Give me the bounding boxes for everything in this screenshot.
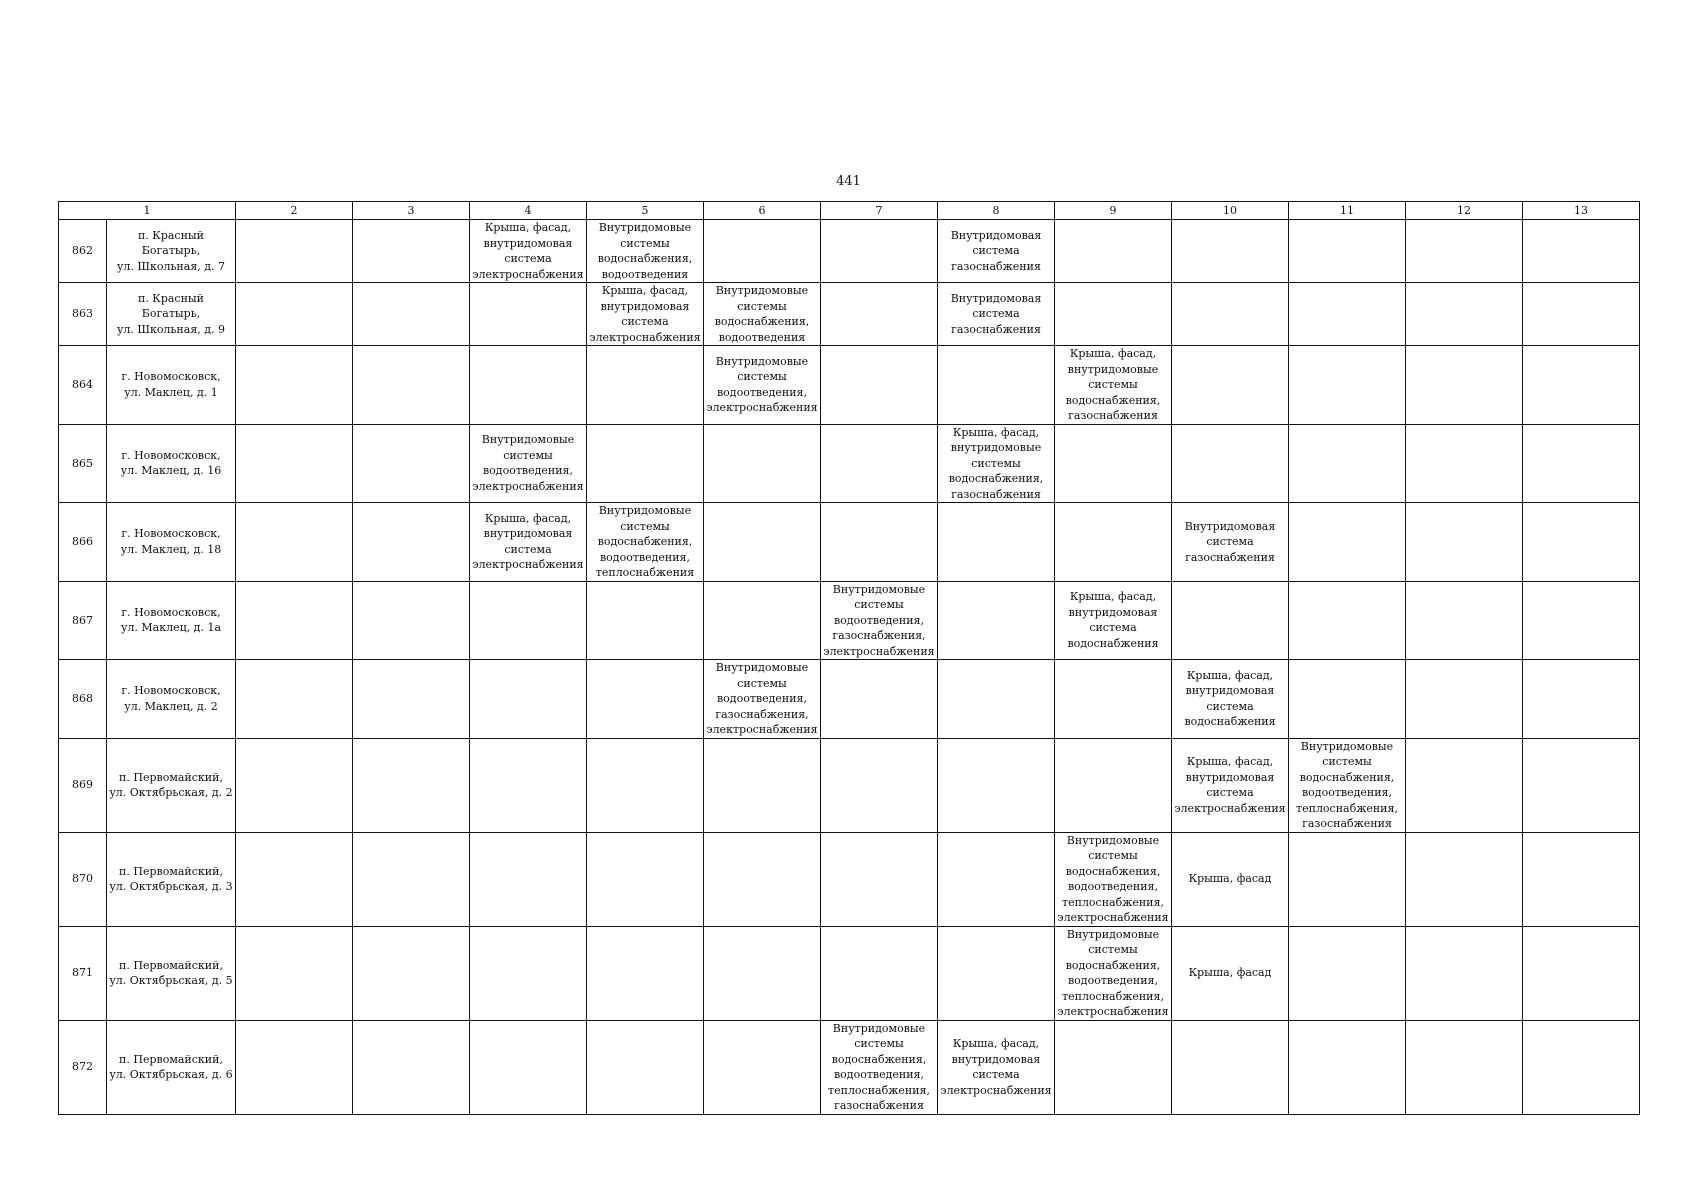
work-cell-col-2 — [236, 660, 353, 739]
work-cell-col-3 — [353, 503, 470, 582]
work-cell-col-10 — [1172, 660, 1289, 739]
work-text: Внутридомовые системы водоснабжения, водоотведения, теплоснабжения, электроснабжения — [1057, 927, 1169, 1018]
table-row — [59, 660, 1640, 739]
work-cell-col-6 — [704, 346, 821, 425]
work-text: Крыша, фасад — [1188, 966, 1272, 980]
work-cell-col-3 — [353, 1020, 470, 1114]
column-header-7: 7 — [821, 202, 938, 220]
column-header-1: 1 — [59, 202, 236, 220]
work-cell-col-3 — [353, 926, 470, 1020]
address-cell — [107, 283, 236, 346]
work-text: Внутридомовые системы водоотведения, электроснабжения — [706, 354, 818, 415]
work-cell-col-8 — [938, 424, 1055, 503]
work-text: Внутридомовые системы водоснабжения, водоотведения, теплоснабжения — [595, 504, 695, 579]
work-cell-col-8 — [938, 1020, 1055, 1114]
work-cell-col-5 — [587, 283, 704, 346]
work-cell-col-10 — [1172, 283, 1289, 346]
work-text: Крыша, фасад, внутридомовая система электроснабжения — [1174, 755, 1286, 815]
row-number: 865 — [72, 456, 93, 470]
address-cell — [107, 832, 236, 926]
table-row — [59, 220, 1640, 283]
work-cell-col-6 — [704, 660, 821, 739]
address-text: г. Новомосковск, ул. Маклец, д. 1 — [121, 370, 221, 399]
work-cell-col-4 — [470, 832, 587, 926]
work-text: Внутридомовая система газоснабжения — [1184, 519, 1276, 564]
table-row — [59, 738, 1640, 832]
work-cell-col-3 — [353, 660, 470, 739]
work-cell-col-13 — [1523, 660, 1640, 739]
address-cell — [107, 926, 236, 1020]
work-cell-col-4 — [470, 660, 587, 739]
work-text: Внутридомовая система газоснабжения — [950, 291, 1042, 336]
work-cell-col-13 — [1523, 503, 1640, 582]
work-text: Крыша, фасад, внутридомовая система электроснабжения — [940, 1037, 1052, 1097]
work-cell-col-6 — [704, 738, 821, 832]
work-cell-col-12 — [1406, 581, 1523, 660]
table-row — [59, 832, 1640, 926]
work-cell-col-11 — [1289, 738, 1406, 832]
work-cell-col-6 — [704, 832, 821, 926]
work-cell-col-10 — [1172, 503, 1289, 582]
work-cell-col-11 — [1289, 926, 1406, 1020]
work-cell-col-12 — [1406, 220, 1523, 283]
work-cell-col-3 — [353, 832, 470, 926]
work-cell-col-9 — [1055, 424, 1172, 503]
work-cell-col-4 — [470, 1020, 587, 1114]
work-cell-col-8 — [938, 346, 1055, 425]
table-row — [59, 346, 1640, 425]
work-cell-col-7 — [821, 926, 938, 1020]
address-text: г. Новомосковск, ул. Маклец, д. 1а — [120, 605, 222, 635]
work-cell-col-3 — [353, 581, 470, 660]
work-cell-col-9 — [1055, 738, 1172, 832]
column-header-4: 4 — [470, 202, 587, 220]
work-cell-col-3 — [353, 283, 470, 346]
work-cell-col-11 — [1289, 503, 1406, 582]
work-cell-col-13 — [1523, 283, 1640, 346]
work-cell-col-6 — [704, 1020, 821, 1114]
address-text: п. Первомайский, ул. Октябрьская, д. 5 — [109, 958, 233, 987]
work-cell-col-7 — [821, 832, 938, 926]
row-number-cell — [59, 926, 107, 1020]
work-cell-col-11 — [1289, 283, 1406, 346]
work-cell-col-4 — [470, 220, 587, 283]
work-text: Внутридомовые системы водоснабжения, водоотведения — [597, 221, 693, 281]
work-cell-col-2 — [236, 738, 353, 832]
address-text: г. Новомосковск, ул. Маклец, д. 2 — [121, 684, 221, 713]
work-cell-col-9 — [1055, 1020, 1172, 1114]
work-cell-col-8 — [938, 503, 1055, 582]
work-cell-col-5 — [587, 220, 704, 283]
table-row — [59, 424, 1640, 503]
work-text: Крыша, фасад, внутридомовая система электроснабжения — [472, 221, 584, 281]
work-cell-col-9 — [1055, 926, 1172, 1020]
row-number: 871 — [72, 966, 93, 980]
work-cell-col-2 — [236, 581, 353, 660]
work-cell-col-7 — [821, 424, 938, 503]
work-cell-col-2 — [236, 283, 353, 346]
work-cell-col-8 — [938, 738, 1055, 832]
work-cell-col-11 — [1289, 1020, 1406, 1114]
address-cell — [107, 220, 236, 283]
row-number: 868 — [72, 692, 93, 705]
work-cell-col-5 — [587, 926, 704, 1020]
work-cell-col-2 — [236, 832, 353, 926]
work-cell-col-13 — [1523, 346, 1640, 425]
work-cell-col-5 — [587, 1020, 704, 1114]
row-number-cell — [59, 346, 107, 425]
row-number: 872 — [72, 1060, 93, 1074]
work-cell-col-12 — [1406, 832, 1523, 926]
work-cell-col-12 — [1406, 503, 1523, 582]
row-number-cell — [59, 283, 107, 346]
work-cell-col-10 — [1172, 738, 1289, 832]
address-cell — [107, 738, 236, 832]
work-cell-col-10 — [1172, 926, 1289, 1020]
work-cell-col-7 — [821, 346, 938, 425]
work-text: Внутридомовые системы водоснабжения, водоотведения — [714, 284, 810, 344]
address-text: п. Первомайский, ул. Октябрьская, д. 6 — [109, 1052, 233, 1081]
work-cell-col-2 — [236, 220, 353, 283]
work-cell-col-2 — [236, 1020, 353, 1114]
work-cell-col-13 — [1523, 424, 1640, 503]
address-cell — [107, 424, 236, 503]
work-cell-col-9 — [1055, 660, 1172, 739]
work-cell-col-6 — [704, 220, 821, 283]
work-cell-col-10 — [1172, 1020, 1289, 1114]
work-cell-col-5 — [587, 346, 704, 425]
work-cell-col-5 — [587, 660, 704, 739]
work-cell-col-12 — [1406, 926, 1523, 1020]
address-cell — [107, 346, 236, 425]
table-row — [59, 1020, 1640, 1114]
table-row — [59, 926, 1640, 1020]
work-cell-col-7 — [821, 503, 938, 582]
row-number: 864 — [72, 378, 93, 391]
work-text: Внутридомовые системы водоотведения, газоснабжения, электроснабжения — [706, 661, 818, 736]
address-text: п. Красный Богатырь, ул. Школьная, д. 7 — [116, 228, 226, 273]
work-cell-col-2 — [236, 503, 353, 582]
work-cell-col-8 — [938, 283, 1055, 346]
column-header-10: 10 — [1172, 202, 1289, 220]
work-text: Внутридомовые системы водоснабжения, водоотведения, теплоснабжения, газоснабжения — [828, 1021, 930, 1112]
work-cell-col-8 — [938, 220, 1055, 283]
column-header-13: 13 — [1523, 202, 1640, 220]
repair-schedule-table — [58, 201, 1640, 1115]
work-cell-col-12 — [1406, 424, 1523, 503]
row-number-cell — [59, 738, 107, 832]
column-header-6: 6 — [704, 202, 821, 220]
work-cell-col-9 — [1055, 581, 1172, 660]
work-cell-col-9 — [1055, 283, 1172, 346]
work-cell-col-5 — [587, 424, 704, 503]
row-number: 866 — [72, 535, 93, 548]
work-cell-col-12 — [1406, 1020, 1523, 1114]
work-cell-col-11 — [1289, 220, 1406, 283]
work-text: Крыша, фасад, внутридомовая система водоснабжения — [1067, 590, 1159, 650]
work-cell-col-5 — [587, 503, 704, 582]
work-cell-col-4 — [470, 581, 587, 660]
work-cell-col-6 — [704, 581, 821, 660]
work-text: Крыша, фасад, внутридомовая система водоснабжения — [1184, 668, 1276, 729]
work-cell-col-8 — [938, 832, 1055, 926]
address-cell — [107, 1020, 236, 1114]
table-row — [59, 581, 1640, 660]
work-cell-col-10 — [1172, 346, 1289, 425]
row-number-cell — [59, 581, 107, 660]
work-cell-col-6 — [704, 424, 821, 503]
work-text: Крыша, фасад, внутридомовые системы водоснабжения, газоснабжения — [1065, 347, 1161, 422]
work-cell-col-5 — [587, 738, 704, 832]
row-number-cell — [59, 660, 107, 739]
work-cell-col-4 — [470, 926, 587, 1020]
work-cell-col-3 — [353, 424, 470, 503]
work-text: Внутридомовая система газоснабжения — [950, 228, 1042, 273]
work-cell-col-10 — [1172, 581, 1289, 660]
work-cell-col-6 — [704, 503, 821, 582]
work-cell-col-2 — [236, 926, 353, 1020]
row-number: 862 — [72, 244, 93, 258]
row-number: 870 — [72, 872, 93, 886]
work-cell-col-11 — [1289, 424, 1406, 503]
column-header-11: 11 — [1289, 202, 1406, 220]
work-text: Крыша, фасад, внутридомовая система электроснабжения — [472, 511, 584, 572]
work-cell-col-6 — [704, 926, 821, 1020]
work-cell-col-7 — [821, 660, 938, 739]
column-header-2: 2 — [236, 202, 353, 220]
work-text: Крыша, фасад, внутридомовая система электроснабжения — [589, 284, 701, 344]
table-row — [59, 503, 1640, 582]
address-text: п. Первомайский, ул. Октябрьская, д. 3 — [109, 864, 233, 893]
work-cell-col-3 — [353, 220, 470, 283]
work-text: Крыша, фасад — [1188, 872, 1272, 886]
work-text: Внутридомовые системы водоотведения, газоснабжения, электроснабжения — [823, 582, 935, 658]
work-cell-col-12 — [1406, 346, 1523, 425]
work-cell-col-4 — [470, 424, 587, 503]
column-header-12: 12 — [1406, 202, 1523, 220]
work-cell-col-4 — [470, 503, 587, 582]
work-cell-col-7 — [821, 581, 938, 660]
work-cell-col-8 — [938, 926, 1055, 1020]
row-number-cell — [59, 832, 107, 926]
work-text: Внутридомовые системы водоотведения, электроснабжения — [472, 433, 584, 493]
work-cell-col-12 — [1406, 660, 1523, 739]
column-header-3: 3 — [353, 202, 470, 220]
address-cell — [107, 660, 236, 739]
work-cell-col-10 — [1172, 424, 1289, 503]
work-cell-col-13 — [1523, 926, 1640, 1020]
work-text: Внутридомовые системы водоснабжения, водоотведения, теплоснабжения, газоснабжения — [1296, 739, 1398, 830]
work-cell-col-3 — [353, 346, 470, 425]
work-cell-col-11 — [1289, 346, 1406, 425]
column-header-8: 8 — [938, 202, 1055, 220]
work-cell-col-9 — [1055, 346, 1172, 425]
work-cell-col-3 — [353, 738, 470, 832]
work-cell-col-5 — [587, 581, 704, 660]
address-text: г. Новомосковск, ул. Маклец, д. 16 — [120, 448, 222, 478]
work-cell-col-13 — [1523, 1020, 1640, 1114]
row-number-cell — [59, 1020, 107, 1114]
work-text: Внутридомовые системы водоснабжения, водоотведения, теплоснабжения, электроснабжения — [1057, 833, 1169, 924]
work-cell-col-4 — [470, 738, 587, 832]
column-number-header-row — [59, 202, 1640, 220]
work-cell-col-12 — [1406, 738, 1523, 832]
work-cell-col-11 — [1289, 832, 1406, 926]
work-cell-col-4 — [470, 283, 587, 346]
table-body — [59, 220, 1640, 1115]
address-text: г. Новомосковск, ул. Маклец, д. 18 — [120, 527, 222, 556]
work-cell-col-5 — [587, 832, 704, 926]
work-cell-col-7 — [821, 1020, 938, 1114]
work-cell-col-9 — [1055, 832, 1172, 926]
column-header-5: 5 — [587, 202, 704, 220]
address-cell — [107, 581, 236, 660]
work-cell-col-13 — [1523, 832, 1640, 926]
work-cell-col-10 — [1172, 220, 1289, 283]
work-cell-col-13 — [1523, 220, 1640, 283]
work-cell-col-11 — [1289, 581, 1406, 660]
page-number: 441 — [836, 174, 861, 189]
work-cell-col-8 — [938, 660, 1055, 739]
work-cell-col-2 — [236, 346, 353, 425]
work-cell-col-12 — [1406, 283, 1523, 346]
address-cell — [107, 503, 236, 582]
row-number-cell — [59, 424, 107, 503]
work-cell-col-2 — [236, 424, 353, 503]
work-cell-col-9 — [1055, 503, 1172, 582]
work-cell-col-7 — [821, 220, 938, 283]
work-cell-col-13 — [1523, 581, 1640, 660]
row-number: 863 — [72, 307, 93, 321]
address-text: п. Первомайский, ул. Октябрьская, д. 2 — [109, 770, 233, 799]
work-cell-col-9 — [1055, 220, 1172, 283]
work-cell-col-6 — [704, 283, 821, 346]
work-cell-col-8 — [938, 581, 1055, 660]
work-cell-col-13 — [1523, 738, 1640, 832]
work-text: Крыша, фасад, внутридомовые системы водоснабжения, газоснабжения — [948, 425, 1044, 501]
address-text: п. Красный Богатырь, ул. Школьная, д. 9 — [116, 291, 226, 336]
work-cell-col-10 — [1172, 832, 1289, 926]
work-cell-col-11 — [1289, 660, 1406, 739]
row-number: 869 — [72, 778, 93, 792]
work-cell-col-7 — [821, 283, 938, 346]
work-cell-col-7 — [821, 738, 938, 832]
row-number: 867 — [72, 613, 93, 627]
row-number-cell — [59, 220, 107, 283]
work-cell-col-4 — [470, 346, 587, 425]
column-header-9: 9 — [1055, 202, 1172, 220]
row-number-cell — [59, 503, 107, 582]
table-row — [59, 283, 1640, 346]
